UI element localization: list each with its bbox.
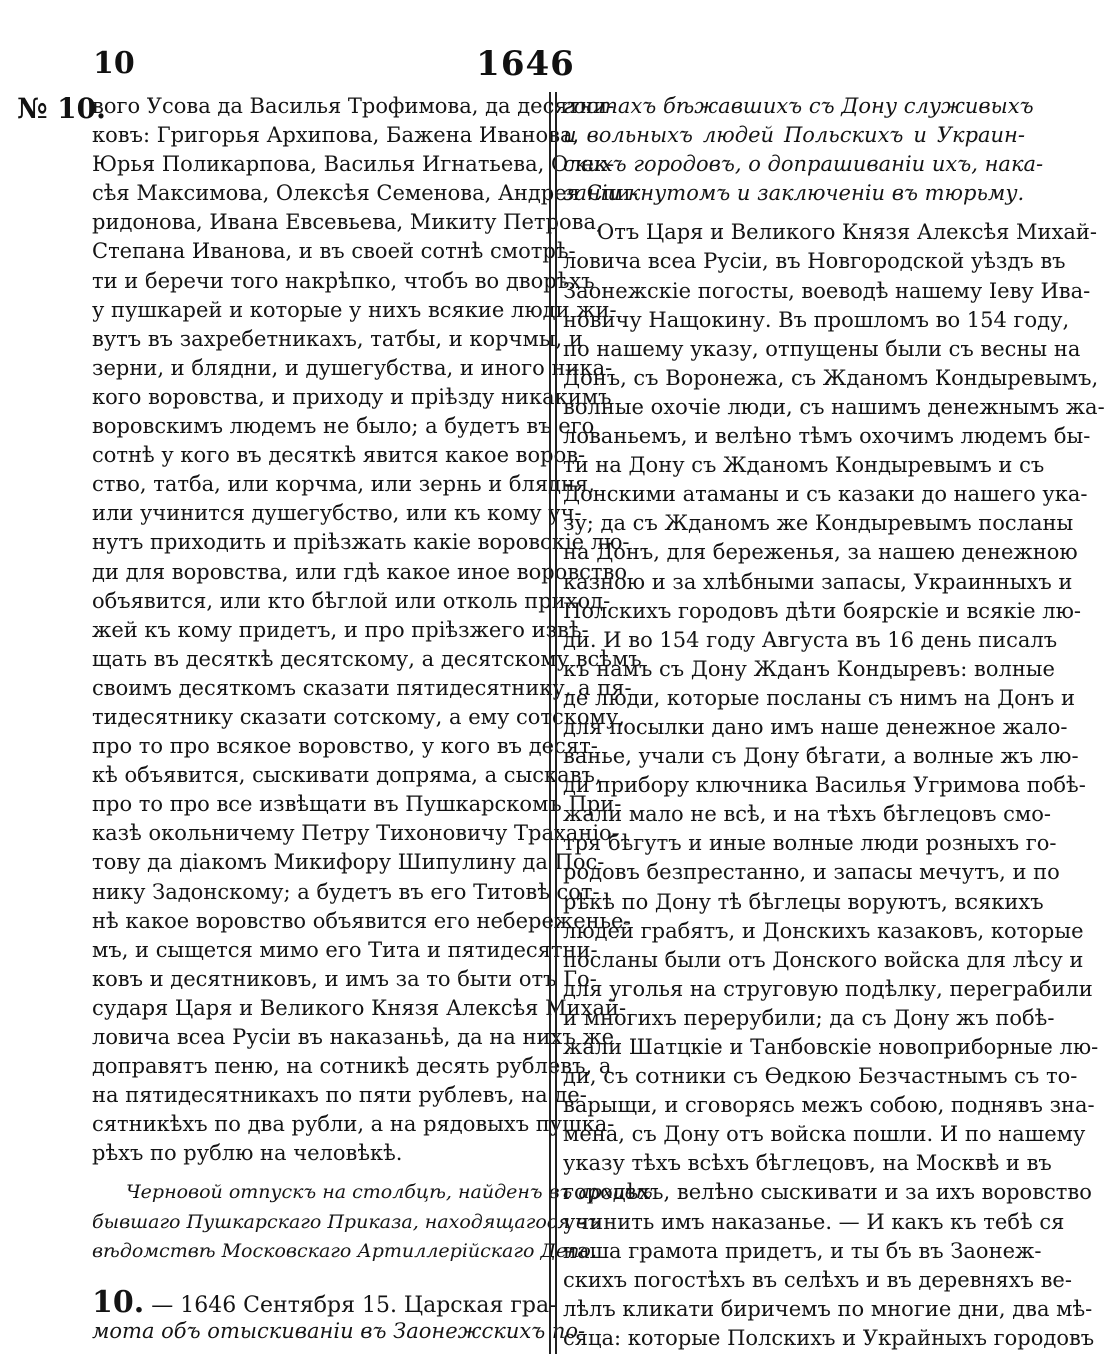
text-line: нутъ приходить и прiѣзжать какiе воровскiе лю-	[92, 530, 630, 555]
text-line: зерни, и блядни, и душегубства, и иного ника-	[92, 355, 613, 380]
text-line: жали мало не всѣ, и на тѣхъ бѣглецовъ смо-	[563, 802, 1052, 827]
text-line: наша грамота придетъ, и ты бъ въ Заонеж-	[563, 1238, 1042, 1263]
note-line: Черновой отпускъ на столбцѣ, найденъ въ архивѣ	[126, 1181, 653, 1204]
column-divider-right	[555, 92, 557, 1354]
text-line: ловича всеа Русiи, въ Новгородской уѣздъ въ	[563, 249, 1066, 274]
text-line: де люди, которые посланы съ нимъ на Донъ и	[563, 685, 1075, 710]
text-line: для посылки дано имъ наше денежное жало-	[563, 714, 1068, 739]
text-line: родовъ безпрестанно, и запасы мечутъ, и по	[563, 860, 1060, 885]
document-number-label: № 10.	[17, 92, 106, 125]
text-line: казною и за хлѣбными запасы, Украинныхъ и	[563, 569, 1073, 594]
right-body-text	[563, 218, 1105, 1353]
text-line: ди. И во 154 году Августа въ 16 день писалъ	[563, 627, 1058, 652]
text-line: нѣ какое воровство объявится его небереженье-	[92, 908, 631, 933]
text-line: вого Усова да Василья Трофимова, да десятни-	[92, 94, 615, 118]
text-line: скихъ погостѣхъ въ селѣхъ и въ деревняхъ ве-	[563, 1267, 1072, 1292]
next-entry-heading	[92, 1284, 586, 1346]
text-line: ванье, учали съ Дону бѣгати, а волные жъ лю-	[563, 744, 1079, 769]
text-line: сотнѣ у кого въ десяткѣ явится какое воров-	[92, 443, 586, 468]
text-line: новичу Нащокину. Въ прошломъ во 154 году,	[563, 307, 1070, 332]
text-line: про то про всякое воровство, у кого въ десят-	[92, 734, 598, 759]
text-line: у пушкарей и которые у нихъ всякие люди жи-	[92, 297, 617, 322]
text-line: ство, татба, или корчма, или зернь и блядня,	[92, 472, 595, 497]
text-line: жали Шатцкiе и Танбовскiе новоприборные лю-	[563, 1035, 1099, 1059]
text-line: для уголья на струговую подѣлку, переграбили	[563, 976, 1093, 1001]
text-line: ти на Дону съ Жданомъ Кондыревымъ и съ	[563, 453, 1045, 478]
running-head-year: 1646	[476, 44, 575, 84]
right-title-text	[563, 92, 1044, 208]
text-line: Донскими атаманы и съ казаки до нашего ука-	[563, 482, 1088, 507]
text-line: по нашему указу, отпущены были съ весны на	[563, 336, 1081, 361]
text-line: сяца: которые Полскихъ и Украйныхъ городовъ	[563, 1325, 1095, 1350]
text-line: къ намъ съ Дону Жданъ Кондыревъ: волные	[563, 656, 1055, 681]
text-line: тову да дiакомъ Микифору Шипулину да Пос-	[92, 850, 605, 875]
title-line: гостахъ бѣжавшихъ съ Дону служивыхъ	[563, 94, 1034, 118]
text-line: лѣлъ кликати биричемъ по многие дни, два мѣ-	[563, 1296, 1093, 1321]
next-entry-first-line	[92, 1284, 557, 1320]
text-line: кѣ объявится, сыскивати допряма, а сыскавъ,	[92, 763, 602, 788]
text-line: Донъ, съ Воронежа, съ Жданомъ Кондыревымъ,	[563, 365, 1099, 390]
note-line: вѣдомствѣ Московскаго Артиллерiйскаго Депо.	[92, 1239, 597, 1262]
next-entry-title-line: мота объ отыскиванiи въ Заонежскихъ по-	[92, 1318, 586, 1343]
text-line: рѣкѣ по Дону тѣ бѣглецы воруютъ, всякихъ	[563, 889, 1044, 914]
title-line: и вольныхъ людей Польскихъ и Украин-	[563, 123, 1025, 148]
text-line: на Донъ, для береженья, за нашею денежною	[563, 540, 1078, 565]
text-line: Полскихъ городовъ дѣти боярскiе и всякiе лю-	[563, 598, 1081, 623]
text-line: посланы были отъ Донского войска для лѣсу и	[563, 947, 1084, 972]
text-line: вутъ въ захребетникахъ, татбы, и корчмы, и	[92, 326, 583, 351]
text-line: лованьемъ, и велѣно тѣмъ охочимъ людемъ бы-	[563, 424, 1091, 449]
text-line: ди прибору ключника Василья Угримова побѣ-	[563, 773, 1086, 798]
text-line: щать въ десяткѣ десятскому, а десятскому всѣмъ	[92, 646, 642, 671]
text-line: тидесятнику сказати сотскому, а ему сотскому,	[92, 704, 625, 729]
left-body-text	[92, 92, 642, 1168]
left-column	[92, 92, 653, 1346]
text-line: нику Задонскому; а будетъ въ его Титовѣ сот-	[92, 879, 600, 904]
text-line: сѣя Максимова, Олексѣя Семенова, Андрея Спи-	[92, 181, 638, 206]
text-line: варыщи, и сговорясь межъ собою, поднявъ зна-	[563, 1093, 1095, 1118]
text-line: и многихъ перерубили; да съ Дону жъ побѣ-	[563, 1005, 1055, 1030]
text-line: или учинится душегубство, или къ кому уч-	[92, 501, 582, 526]
title-line: занiи кнутомъ и заключенiи въ тюрьму.	[563, 181, 1025, 206]
page-header	[0, 38, 1051, 88]
text-line: сударя Царя и Великого Князя Алексѣя Михай-	[92, 995, 627, 1020]
text-line: учинить имъ наказанье. — И какъ къ тебѣ ся	[563, 1209, 1065, 1234]
text-line: своимъ десяткомъ сказати пятидесятнику, а пя-	[92, 675, 632, 700]
text-line: волные охочiе люди, съ нашимъ денежнымъ жа-	[563, 394, 1105, 419]
page-number: 10	[93, 46, 135, 81]
text-line: Степана Иванова, и въ своей сотнѣ смотрѣ-	[92, 239, 576, 264]
text-line: ди для воровства, или гдѣ какое иное воровство	[92, 559, 627, 584]
text-line: указу тѣхъ всѣхъ бѣглецовъ, на Москвѣ и въ	[563, 1151, 1052, 1176]
text-line: доправятъ пеню, на сотникѣ десять рублевъ, а	[92, 1054, 612, 1079]
text-line: объявится, или кто бѣглой или отколь приход-	[92, 588, 611, 613]
note-line: бывшаго Пушкарскаго Приказа, находящагося въ	[92, 1210, 600, 1233]
text-line: казѣ окольничему Петру Тихоновичу Траханiо-	[92, 821, 619, 846]
text-line: про то про все извѣщати въ Пушкарскомъ При-	[92, 792, 622, 817]
text-line: воровскимъ людемъ не было; а будетъ въ его	[92, 414, 595, 439]
text-line: ловича всеа Русiи въ наказаньѣ, да на нихъ же	[92, 1025, 615, 1049]
text-line: тря бѣгутъ и иные волные люди розныхъ го-	[563, 831, 1057, 856]
text-line: рѣхъ по рублю на человѣкѣ.	[92, 1141, 403, 1166]
column-divider-left	[549, 92, 551, 1354]
right-column	[563, 92, 1105, 1353]
text-line: на пятидесятникахъ по пяти рублевъ, на де-	[92, 1083, 587, 1108]
text-line: сятникѣхъ по два рубли, а на рядовыхъ пушка-	[92, 1112, 615, 1137]
text-line: ти и беречи того накрѣпко, чтобъ во дворѣхъ	[92, 268, 595, 293]
text-line: ковъ и десятниковъ, и имъ за то быти отъ Го-	[92, 966, 597, 991]
source-note	[92, 1178, 653, 1265]
text-line: городѣхъ, велѣно сыскивати и за ихъ воровство	[563, 1180, 1092, 1205]
next-entry-number: 10.	[92, 1284, 145, 1320]
text-line: мъ, и сыщется мимо его Тита и пятидесятни-	[92, 937, 598, 962]
text-line: людей грабятъ, и Донскихъ казаковъ, которые	[563, 918, 1084, 943]
text-line: Юрья Поликарпова, Василья Игнатьева, Олек-	[92, 152, 615, 177]
text-line: ковъ: Григорья Архипова, Бажена Иванова,	[92, 123, 580, 148]
next-entry-date-line: — 1646 Сентября 15. Царская гра-	[151, 1292, 557, 1318]
text-line: жей къ кому придетъ, и про прiѣзжего извѣ-	[92, 617, 589, 642]
text-line: кого воровства, и приходу и прiѣзду никакимъ	[92, 384, 612, 409]
text-line: Отъ Царя и Великого Князя Алексѣя Михай-	[597, 220, 1098, 245]
text-line: ридонова, Ивана Евсевьева, Микиту Петрова,	[92, 210, 603, 235]
text-line: ди, съ сотники съ Ѳедкою Безчастнымъ съ то-	[563, 1064, 1078, 1089]
text-line: Заонежскiе погосты, воеводѣ нашему Iеву Ива-	[563, 278, 1091, 303]
text-line: мена, съ Дону отъ войска пошли. И по нашему	[563, 1122, 1086, 1147]
title-line: скихъ городовъ, о допрашиванiи ихъ, нака-	[563, 152, 1044, 177]
text-line: зу; да съ Жданомъ же Кондыревымъ посланы	[563, 511, 1074, 536]
